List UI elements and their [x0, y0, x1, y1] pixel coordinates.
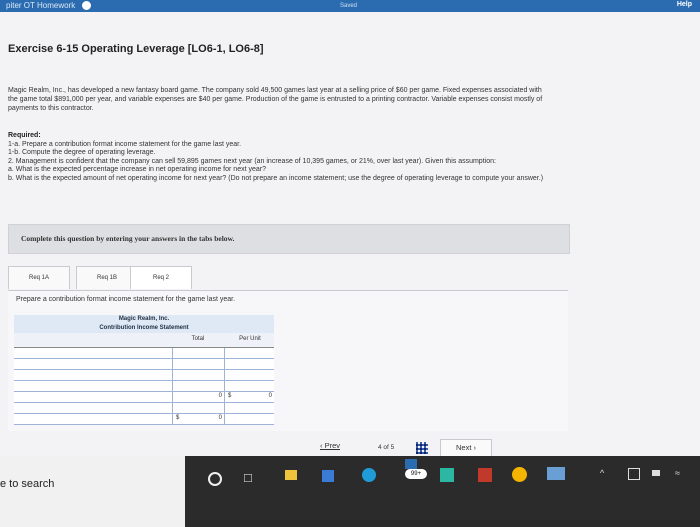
breadcrumb: piter OT Homework	[6, 1, 76, 10]
store-icon[interactable]	[322, 470, 334, 482]
label-input[interactable]	[14, 348, 173, 358]
mail-icon[interactable]	[405, 459, 417, 469]
subtotal-total-value: 0	[218, 393, 222, 399]
next-button[interactable]: Next ›	[440, 439, 492, 457]
help-link[interactable]: Help	[676, 1, 692, 8]
required-line: 1-a. Prepare a contribution format income statement for the game last year.	[8, 140, 242, 148]
prev-label: Prev	[324, 441, 341, 450]
tab-req-2[interactable]: Req 2	[130, 266, 192, 289]
column-header-total: Total	[191, 336, 205, 342]
per-unit-input[interactable]	[226, 403, 274, 413]
exercise-intro: Magic Realm, Inc., has developed a new fantasy board game. The company sold 49,500 games last year at a selling price of $60 per game. Fixed expenses associated with the game total $891,000 per year, and variable expenses are $40 per game. Production of the game is entrusted to a printing contractor. Variable expenses consist mostly of payments to this contractor.	[8, 87, 543, 112]
per-unit-input[interactable]	[226, 381, 274, 391]
chrome-icon[interactable]	[512, 467, 527, 482]
label-input[interactable]	[14, 359, 173, 369]
notification-badge: 99+	[405, 469, 427, 479]
next-label: Next	[455, 443, 472, 452]
search-text: e to search	[0, 478, 55, 490]
final-total-value: 0	[218, 415, 222, 421]
subtotal-per-unit-value: 0	[268, 393, 272, 399]
statement-title: Contribution Income Statement	[14, 324, 274, 333]
chevron-up-icon[interactable]: ^	[600, 468, 605, 478]
tab-panel	[8, 290, 568, 431]
prev-button[interactable]: ‹ Prev	[320, 441, 341, 450]
label-input[interactable]	[14, 392, 173, 402]
edge-icon[interactable]	[362, 468, 376, 482]
final-per-unit	[226, 414, 274, 424]
per-unit-input[interactable]	[226, 359, 274, 369]
info-icon[interactable]	[82, 1, 91, 10]
column-header-per-unit: Per Unit	[239, 336, 261, 342]
final-total	[174, 414, 225, 424]
instruction-banner	[8, 224, 570, 254]
table-row	[14, 403, 274, 414]
label-input[interactable]	[14, 414, 173, 424]
income-statement	[14, 315, 274, 425]
panel-instruction: Prepare a contribution format income statement for the game last year.	[16, 296, 236, 303]
file-explorer-icon[interactable]	[285, 470, 297, 480]
total-input[interactable]	[174, 348, 225, 358]
total-input[interactable]	[174, 370, 225, 380]
required-line: a. What is the expected percentage increase in net operating income for next year?	[8, 166, 266, 173]
search-box[interactable]	[0, 456, 185, 527]
required-label: Required:	[8, 132, 41, 139]
subtotal-per-unit	[226, 392, 274, 402]
mcafee-icon[interactable]	[478, 468, 492, 482]
required-line: 2. Management is confident that the company can sell 59,895 games next year (an increase of 10,395 games, or 21%, over last year). Given this assumption:	[8, 157, 496, 165]
column-header-row	[14, 333, 274, 348]
total-input[interactable]	[174, 403, 225, 413]
total-input[interactable]	[174, 381, 225, 391]
required-line: b. What is the expected amount of net operating income for next year? (Do not prepare an income statement; use the degree of operating leverage to compute your answer.)	[8, 174, 544, 182]
currency-symbol: $	[176, 415, 180, 421]
cortana-icon[interactable]	[208, 472, 224, 488]
required-line: 1-b. Compute the degree of operating leverage.	[8, 149, 156, 156]
grid-icon[interactable]	[416, 442, 428, 454]
subtotal-row	[14, 392, 274, 403]
task-view-icon[interactable]: □	[244, 470, 252, 485]
wifi-icon[interactable]: ≈	[675, 468, 680, 478]
saved-status: Saved	[340, 3, 358, 9]
battery-icon[interactable]	[652, 470, 660, 476]
label-input[interactable]	[14, 381, 173, 391]
page	[0, 12, 700, 456]
label-input[interactable]	[14, 403, 173, 413]
requirements	[8, 132, 568, 183]
currency-symbol: $	[228, 393, 232, 399]
page-info: 4 of 5	[378, 444, 395, 451]
tab-req-1a[interactable]: Req 1A	[8, 266, 70, 289]
table-row	[14, 381, 274, 392]
total-input[interactable]	[174, 359, 225, 369]
exercise-title: Exercise 6-15 Operating Leverage [LO6-1, LO6-8]	[8, 43, 264, 55]
photo-thumbnail-icon[interactable]	[547, 467, 565, 480]
final-row	[14, 414, 274, 425]
per-unit-input[interactable]	[226, 348, 274, 358]
company-name: Magic Realm, Inc.	[14, 315, 274, 324]
taskbar	[0, 456, 700, 527]
tray-icon[interactable]	[628, 468, 640, 480]
label-input[interactable]	[14, 370, 173, 380]
table-row	[14, 359, 274, 370]
table-row	[14, 348, 274, 359]
top-bar	[0, 0, 700, 12]
table-row	[14, 370, 274, 381]
subtotal-total	[174, 392, 225, 402]
learn-app-icon[interactable]	[440, 468, 454, 482]
banner-text: Complete this question by entering your answers in the tabs below.	[21, 234, 235, 243]
tab-req-1b[interactable]: Req 1B	[76, 266, 138, 289]
per-unit-input[interactable]	[226, 370, 274, 380]
